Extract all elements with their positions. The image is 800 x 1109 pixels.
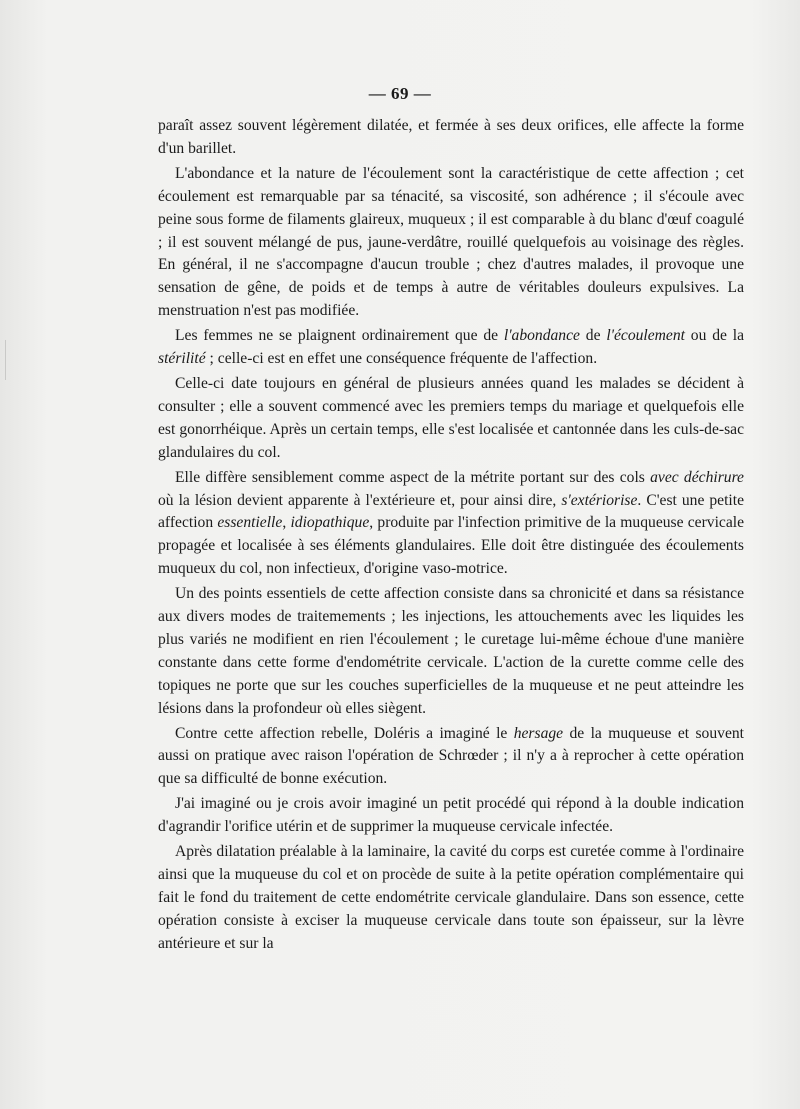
text-run: . C'est une petite affection	[158, 491, 745, 532]
text-run: de la muqueuse et souvent aussi on pratique avec raison l'opération de Schrœder ; il n'y a à reprocher à cette opération que sa difficulté de bonne exécution.	[158, 724, 744, 788]
page-number: — 69 —	[368, 84, 432, 103]
paragraph	[158, 723, 744, 792]
text-run: Elle diffère sensiblement comme aspect de la métrite portant sur des cols	[175, 468, 651, 486]
text-run: J'ai imaginé ou je crois avoir imaginé un petit procédé qui répond à la double indication d'agrandir l'orifice utérin et de supprimer la muqueuse cervicale infectée.	[158, 795, 744, 836]
italic-text: l'abondance	[503, 327, 580, 345]
paragraph	[158, 373, 744, 465]
paragraph	[158, 467, 744, 582]
text-run: ,	[282, 514, 291, 532]
text-run: de	[579, 327, 607, 345]
page-edge-mark	[0, 340, 6, 380]
text-run: Celle-ci date toujours en général de plusieurs années quand les malades se décident à consulter ; elle a souvent commencé avec les premiers temps du mariage et quelquefois elle est gonorrhéique. Après un certain temps, elle s'est localisée et cantonnée dans les culs-de-sac glandulaires du col.	[158, 374, 744, 461]
body-text	[158, 115, 744, 958]
italic-text: l'écoulement	[606, 327, 685, 345]
text-run: paraît assez souvent légèrement dilatée, et fermée à ses deux orifices, elle affecte la forme d'un barillet.	[158, 117, 744, 157]
paragraph	[158, 325, 744, 371]
italic-text: idiopathique	[290, 514, 370, 532]
italic-text: essentielle	[217, 514, 283, 532]
paragraph	[158, 793, 744, 839]
italic-text: stérilité	[158, 350, 206, 368]
paragraph	[158, 583, 744, 720]
text-run: L'abondance et la nature de l'écoulement sont la caractéristique de cette affection ; cet écoulement est remarquable par sa ténacité, sa viscosité, son adhérence ; il s'écoule avec peine sous forme de filaments glaireux, muqueux ; il est comparable à du blanc d'œuf coagulé ; il est souvent mélangé de pus, jaune-verdâtre, rouillé quelquefois au voisinage des règles. En général, il ne s'accompagne d'aucun trouble ; chez d'autres malades, il provoque une sensation de gêne, de poids et de temps à autre de véritables douleurs expulsives. La menstruation n'est pas modifiée.	[158, 164, 744, 320]
text-run: Les femmes ne se plaignent ordinairement que de	[175, 327, 504, 345]
italic-text: hersage	[513, 724, 564, 742]
text-run: Un des points essentiels de cette affection consiste dans sa chronicité et dans sa résistance aux divers modes de traitemements ; les injections, les attouchements avec les liquides les plus variés ne modifient en rien l'écoulement ; le curetage lui-même échoue d'une manière constante dans cette forme d'endométrite cervicale. L'action de la curette comme celle des topiques ne porte que sur les couches superficielles de la muqueuse et ne peut atteindre les lésions dans la profondeur où elles siègent.	[158, 585, 744, 717]
paragraph	[158, 115, 744, 161]
text-run: Contre cette affection rebelle, Doléris a imaginé le	[175, 724, 514, 742]
paragraph	[158, 163, 744, 323]
paragraph	[158, 841, 744, 956]
text-run: où la lésion devient apparente à l'extérieure et, pour ainsi dire,	[158, 491, 562, 509]
text-run: ; celle-ci est en effet une conséquence fréquente de l'affection.	[205, 350, 598, 368]
text-run: Après dilatation préalable à la laminaire, la cavité du corps est curetée comme à l'ordinaire ainsi que la muqueuse du col et on procède de suite à la petite opération complémentaire qui fait le fond du traitement de cette endométrite cervicale glandulaire. Dans son essence, cette opération consiste à exciser la muqueuse cervicale dans toute son épaisseur, sur la lèvre antérieure et sur la	[158, 843, 744, 952]
text-run: , produite par l'infection primitive de la muqueuse cervicale propagée et localisée à ses éléments glandulaires. Elle doit être distinguée des écoulements muqueux du col, non infectieux, d'origine vaso-motrice.	[158, 514, 745, 578]
italic-text: avec déchirure	[650, 468, 744, 486]
italic-text: s'extériorise	[561, 491, 638, 509]
text-run: ou de la	[684, 327, 745, 345]
